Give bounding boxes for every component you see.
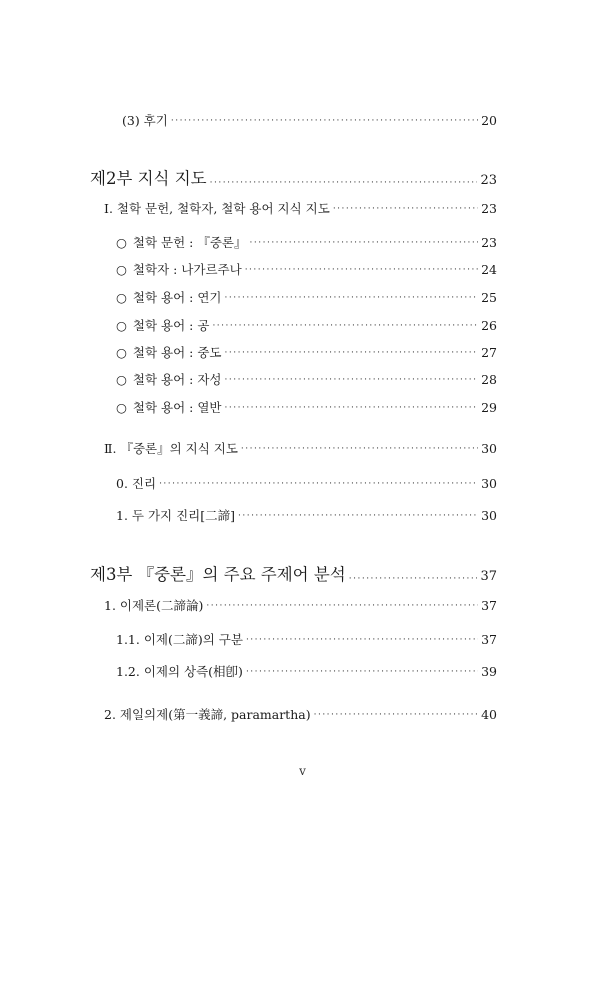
toc-page-number: 37	[481, 632, 497, 647]
page-folio: v	[299, 764, 306, 778]
toc-item-text-zhonglun[interactable]	[116, 235, 497, 251]
toc-page-number: 24	[481, 262, 497, 277]
dot-leader	[212, 321, 478, 334]
toc-entry-label: 철학 용어 : 연기	[132, 290, 222, 305]
dot-leader	[171, 116, 478, 129]
dot-leader	[349, 574, 478, 587]
toc-entry-label: 철학 용어 : 자성	[132, 372, 222, 387]
toc-part-2[interactable]	[90, 169, 497, 191]
toc-section-1[interactable]	[104, 201, 497, 217]
circle-bullet-icon: ○	[116, 290, 127, 305]
dot-leader	[210, 178, 478, 191]
toc-page-number: 28	[481, 372, 497, 387]
dot-leader	[225, 375, 479, 388]
toc-page-number: 26	[481, 318, 497, 333]
dot-leader	[245, 265, 478, 278]
dot-leader	[159, 479, 478, 492]
toc-page-number: 27	[481, 345, 497, 360]
toc-part-label: 제2부 지식 지도	[90, 169, 207, 188]
dot-leader	[225, 293, 479, 306]
circle-bullet-icon: ○	[116, 262, 127, 277]
circle-bullet-icon: ○	[116, 235, 127, 250]
toc-item-philosopher[interactable]	[116, 262, 497, 278]
dot-leader	[246, 667, 478, 680]
toc-entry-label: 철학 문헌 : 『중론』	[132, 235, 247, 250]
toc-entry-label: 2. 제일의제(第一義諦, paramartha)	[104, 707, 311, 722]
toc-page-number: 37	[481, 598, 497, 613]
dot-leader	[225, 403, 479, 416]
toc-item-term-yeolban[interactable]	[116, 400, 497, 416]
toc-item-two-truths[interactable]	[116, 508, 497, 524]
toc-entry-label: (3) 후기	[122, 113, 168, 128]
toc-entry-label: 철학 용어 : 공	[132, 318, 210, 333]
toc-page-number: 40	[481, 707, 497, 722]
dot-leader	[314, 710, 479, 723]
toc-entry-label: 0. 진리	[116, 476, 157, 491]
toc-part-3[interactable]	[90, 565, 497, 587]
toc-page-number: 23	[481, 235, 497, 250]
toc-page-number: 39	[481, 664, 497, 679]
toc-page-number: 23	[480, 173, 497, 188]
toc-page-number: 30	[481, 476, 497, 491]
circle-bullet-icon: ○	[116, 400, 127, 415]
toc-item-truth[interactable]	[116, 476, 497, 492]
toc-page-number: 23	[481, 201, 497, 216]
toc-page-number: 37	[480, 569, 497, 584]
toc-item-term-jungdo[interactable]	[116, 345, 497, 361]
toc-part-label: 제3부 『중론』의 주요 주제어 분석	[90, 565, 346, 584]
toc-page-number: 30	[481, 508, 497, 523]
toc-page-number: 20	[481, 113, 497, 128]
dot-leader	[238, 511, 478, 524]
toc-item-ijeron[interactable]	[104, 598, 497, 614]
toc-item-ije-sangjeuk[interactable]	[116, 664, 497, 680]
toc-entry-label: 철학 용어 : 중도	[132, 345, 222, 360]
toc-entry-label: 1. 이제론(二諦論)	[104, 598, 204, 613]
dot-leader	[225, 348, 479, 361]
toc-entry-label: 1.1. 이제(二諦)의 구분	[116, 632, 243, 647]
toc-entry-afterword[interactable]	[122, 113, 497, 129]
toc-entry-label: 1.2. 이제의 상즉(相卽)	[116, 664, 243, 679]
toc-page-number: 25	[481, 290, 497, 305]
circle-bullet-icon: ○	[116, 345, 127, 360]
toc-item-ije-distinction[interactable]	[116, 632, 497, 648]
dot-leader	[246, 635, 478, 648]
dot-leader	[250, 238, 479, 251]
dot-leader	[333, 204, 478, 217]
toc-entry-label: 철학 용어 : 열반	[132, 400, 222, 415]
circle-bullet-icon: ○	[116, 318, 127, 333]
toc-page-number: 29	[481, 400, 497, 415]
toc-entry-label: 1. 두 가지 진리[二諦]	[116, 508, 235, 523]
toc-entry-label: Ⅰ. 철학 문헌, 철학자, 철학 용어 지식 지도	[104, 201, 330, 216]
toc-item-term-jaseong[interactable]	[116, 372, 497, 388]
dot-leader	[206, 601, 478, 614]
toc-section-2[interactable]	[104, 441, 497, 457]
toc-entry-label: Ⅱ. 『중론』의 지식 지도	[104, 441, 238, 456]
circle-bullet-icon: ○	[116, 372, 127, 387]
toc-page-number: 30	[481, 441, 497, 456]
toc-item-term-yeongi[interactable]	[116, 290, 497, 306]
dot-leader	[241, 444, 478, 457]
toc-item-paramartha[interactable]	[104, 707, 497, 723]
toc-item-term-gong[interactable]	[116, 318, 497, 334]
toc-entry-label: 철학자 : 나가르주나	[132, 262, 242, 277]
